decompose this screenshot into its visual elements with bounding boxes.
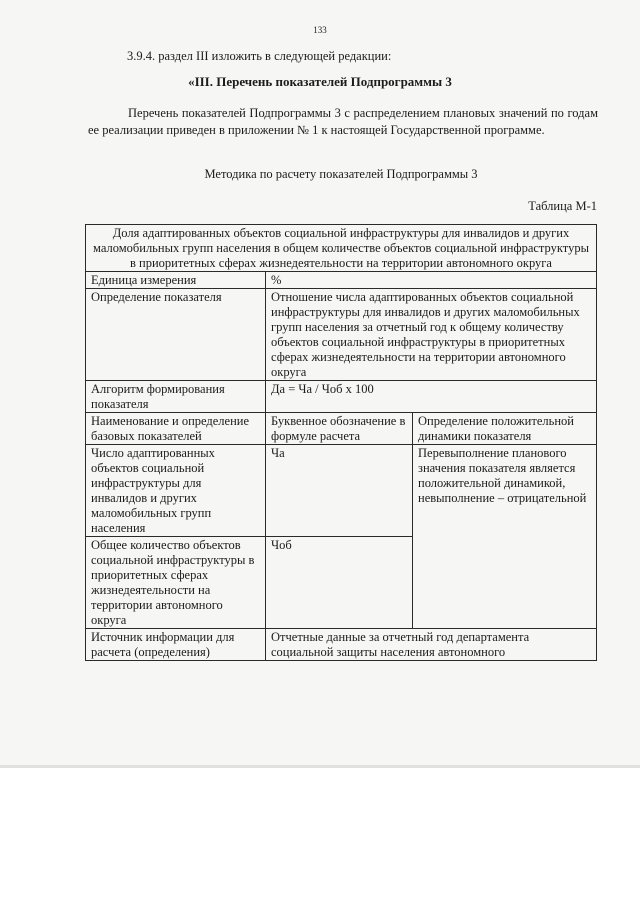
source-value-cell: Отчетные данные за отчетный год департамента социальной защиты населения автономного [266, 629, 597, 661]
section-title: «III. Перечень показателей Подпрограммы 3 [188, 74, 452, 89]
definition-label-cell: Определение показателя [86, 289, 266, 381]
header-dynamics-cell: Определение положительной динамики показателя [413, 413, 597, 445]
table-row [86, 381, 597, 413]
page-bottom-edge [0, 765, 640, 768]
algorithm-label-cell: Алгоритм формирования показателя [86, 381, 266, 413]
dynamics-value-cell: Перевыполнение планового значения показателя является положительной динамикой, невыполнение – отрицательной [413, 445, 597, 629]
source-label-cell: Источник информации для расчета (определения) [86, 629, 266, 661]
table-label: Таблица М-1 [528, 199, 597, 213]
table-row [86, 413, 597, 445]
page-number: 133 [313, 25, 327, 35]
indicator-table [85, 224, 597, 661]
unit-label-cell: Единица измерения [86, 272, 266, 289]
methodology-title: Методика по расчету показателей Подпрограммы 3 [204, 167, 478, 181]
table-row [86, 272, 597, 289]
unit-value-cell: % [266, 272, 597, 289]
table-row [86, 445, 597, 537]
row2-letter-cell: Чоб [266, 537, 413, 629]
row2-name-cell: Общее количество объектов социальной инфраструктуры в приоритетных сферах жизнедеятельности на территории автономного округа [86, 537, 266, 629]
row1-letter-cell: Ча [266, 445, 413, 537]
table-row [86, 289, 597, 381]
header-letter-cell: Буквенное обозначение в формуле расчета [266, 413, 413, 445]
header-name-cell: Наименование и определение базовых показателей [86, 413, 266, 445]
definition-value-cell: Отношение числа адаптированных объектов социальной инфраструктуры для инвалидов и других маломобильных групп населения за отчетный год к общему количеству объектов социальной инфраструктуры в приоритетных сферах жизнедеятельности на территории автономного округа [266, 289, 597, 381]
algorithm-value-cell: Да = Ча / Чоб х 100 [266, 381, 597, 413]
table-title-cell: Доля адаптированных объектов социальной инфраструктуры для инвалидов и других маломобильных групп населения в общем количестве объектов социальной инфраструктуры в приоритетных сферах жизнедеятельности на территории автономного округа [86, 225, 597, 272]
table-row [86, 629, 597, 661]
body-paragraph: Перечень показателей Подпрограммы 3 с распределением плановых значений по годам ее реализации приведен в приложении № 1 к настоящей Государственной программе. [88, 106, 598, 137]
table-row [86, 225, 597, 272]
row1-name-cell: Число адаптированных объектов социальной инфраструктуры для инвалидов и других маломобильных групп населения [86, 445, 266, 537]
intro-line: 3.9.4. раздел III изложить в следующей редакции: [127, 49, 392, 63]
